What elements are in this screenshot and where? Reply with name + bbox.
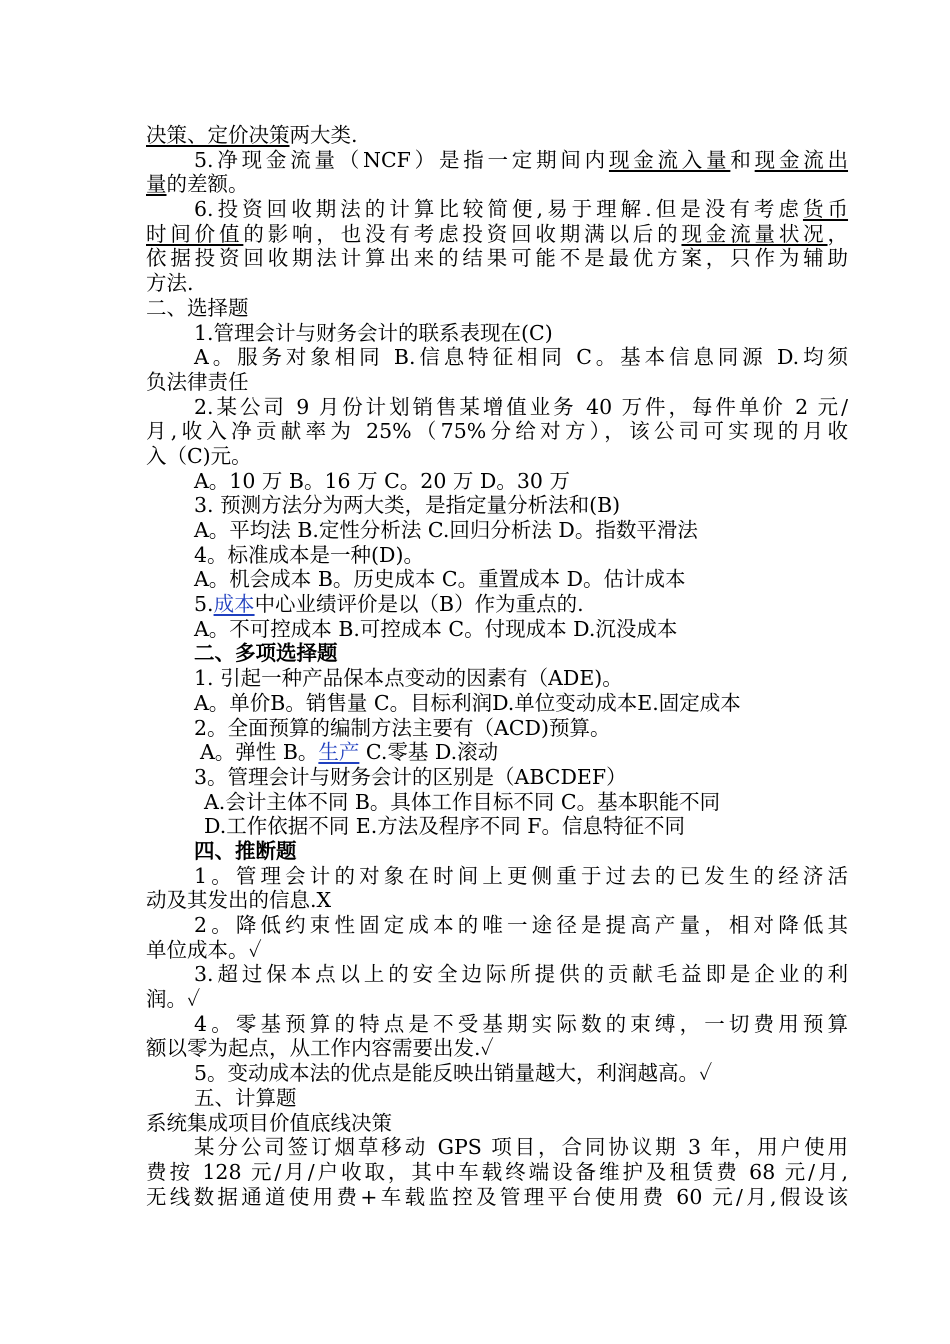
text: 润。✓ — [146, 987, 201, 1012]
text: 时间价值 — [146, 221, 244, 246]
text: 6.投资回收期法的计算比较简便,易于理解.但是没有考虑 — [194, 197, 803, 222]
text-line — [146, 246, 848, 271]
text: 5. — [194, 592, 214, 617]
text: 某分公司签订烟草移动 GPS 项目，合同协议期 3 年，用户使用 — [194, 1135, 848, 1160]
text: 额以零为起点，从工作内容需要出发.✓ — [146, 1036, 494, 1061]
text: 动及其发出的信息.X — [146, 888, 332, 913]
text: 中心业绩评价是以（B）作为重点的. — [254, 592, 584, 617]
text: 量 — [146, 172, 167, 197]
text: 和 — [730, 147, 755, 172]
text: 1.管理会计与财务会计的联系表现在(C) — [194, 320, 553, 345]
text-line — [146, 271, 848, 296]
text-line — [146, 938, 848, 963]
text: 费按 128 元/月/户收取，其中车载终端设备维护及租赁费 68 元/月, — [146, 1159, 848, 1184]
text: 5。变动成本法的优点是能反映出销量越大，利润越高。✓ — [194, 1061, 713, 1086]
text: A。服务对象相同 B.信息特征相同 C。基本信息同源 D.均须 — [194, 345, 848, 370]
text: 无线数据通道使用费+车载监控及管理平台使用费 60 元/月,假设该 — [146, 1184, 848, 1209]
text-line — [146, 444, 848, 469]
text: 决策、定价决策 — [146, 123, 290, 147]
text: A。单价B。销售量 C。目标利润D.单位变动成本E.固定成本 — [194, 690, 741, 715]
text: 四、推断题 — [194, 838, 297, 863]
question — [146, 765, 848, 790]
text: 入（C)元。 — [146, 443, 252, 468]
section-heading — [146, 839, 848, 864]
text: 货币 — [802, 197, 849, 222]
options — [146, 790, 848, 815]
text: A。10 万 B。16 万 C。20 万 D。30 万 — [194, 468, 570, 493]
text: 3.超过保本点以上的安全边际所提供的贡献毛益即是企业的利 — [194, 962, 848, 987]
question — [146, 913, 848, 938]
text: 1。管理会计的对象在时间上更侧重于过去的已发生的经济活 — [194, 863, 848, 888]
text: ， — [827, 221, 849, 246]
options — [146, 345, 848, 370]
text: 负法律责任 — [146, 369, 249, 394]
text-line — [146, 172, 848, 197]
options — [146, 740, 848, 765]
question — [146, 716, 848, 741]
options — [146, 814, 848, 839]
text: 4。标准成本是一种(D)。 — [194, 542, 424, 567]
question — [146, 1012, 848, 1037]
text-line — [146, 1160, 848, 1185]
subheading — [146, 1111, 848, 1136]
text: A。平均法 B.定性分析法 C.回归分析法 D。指数平滑法 — [194, 518, 698, 542]
text-line — [146, 1185, 848, 1210]
text: 二、选择题 — [146, 295, 249, 320]
text: A.会计主体不同 B。具体工作目标不同 C。基本职能不同 — [204, 789, 721, 814]
text-line — [146, 370, 848, 395]
question — [146, 493, 848, 518]
text: 的差额。 — [166, 172, 249, 197]
text-line — [146, 1036, 848, 1061]
text: 五、计算题 — [194, 1085, 297, 1110]
section-heading — [146, 641, 848, 666]
text: 3。管理会计与财务会计的区别是（ABCDEF） — [194, 764, 627, 789]
text: 2。降低约束性固定成本的唯一途径是提高产量，相对降低其 — [194, 913, 848, 937]
text: 二、多项选择题 — [194, 641, 338, 666]
text-line — [146, 148, 848, 173]
production-link[interactable]: 生产 — [318, 740, 360, 765]
text-line — [146, 987, 848, 1012]
text: A。不可控成本 B.可控成本 C。付现成本 D.沉没成本 — [194, 616, 678, 641]
text: 的影响，也没有考虑投资回收期满以后的 — [243, 221, 682, 246]
text-line — [146, 222, 848, 247]
question — [146, 321, 848, 346]
options — [146, 567, 848, 592]
document-page — [146, 123, 848, 1209]
text-line — [146, 123, 848, 148]
question — [146, 962, 848, 987]
text: 单位成本。✓ — [146, 937, 262, 962]
text: 现金流量状况 — [681, 221, 828, 246]
text: 依据投资回收期法计算出来的结果可能不是最优方案，只作为辅助 — [146, 246, 848, 271]
text: 方法. — [146, 271, 194, 296]
text-line — [146, 419, 848, 444]
text: 2。全面预算的编制方法主要有（ACD)预算。 — [194, 715, 611, 740]
question — [146, 543, 848, 568]
text: 现金流入量 — [608, 147, 731, 172]
section-heading — [146, 1086, 848, 1111]
text-line — [146, 888, 848, 913]
text: C.零基 D.滚动 — [359, 740, 499, 765]
text: 4。零基预算的特点是不受基期实际数的束缚，一切费用预算 — [194, 1011, 848, 1036]
text: 2.某公司 9 月份计划销售某增值业务 40 万件，每件单价 2 元/ — [194, 394, 848, 419]
cost-link[interactable]: 成本 — [213, 592, 255, 617]
question — [146, 592, 848, 617]
options — [146, 691, 848, 716]
text: 两大类. — [289, 123, 358, 147]
question — [146, 864, 848, 889]
text: 1. 引起一种产品保本点变动的因素有（ADE)。 — [194, 666, 623, 691]
text: 月,收入净贡献率为 25%（75%分给对方），该公司可实现的月收 — [146, 419, 848, 444]
text-line — [146, 1135, 848, 1160]
options — [146, 469, 848, 494]
text: A。机会成本 B。历史成本 C。重置成本 D。估计成本 — [194, 567, 686, 592]
text: 现金流出 — [754, 147, 849, 172]
text: A。弹性 B。 — [200, 740, 319, 765]
text-line — [146, 197, 848, 222]
text: 3. 预测方法分为两大类，是指定量分析法和(B) — [194, 493, 621, 518]
question — [146, 666, 848, 691]
question — [146, 1061, 848, 1086]
section-heading — [146, 296, 848, 321]
question — [146, 395, 848, 420]
text: 系统集成项目价值底线决策 — [146, 1110, 392, 1135]
text: 5.净现金流量（NCF）是指一定期间内 — [194, 147, 609, 172]
text: D.工作依据不同 E.方法及程序不同 F。信息特征不同 — [204, 814, 685, 839]
options — [146, 617, 848, 642]
options — [146, 518, 848, 543]
